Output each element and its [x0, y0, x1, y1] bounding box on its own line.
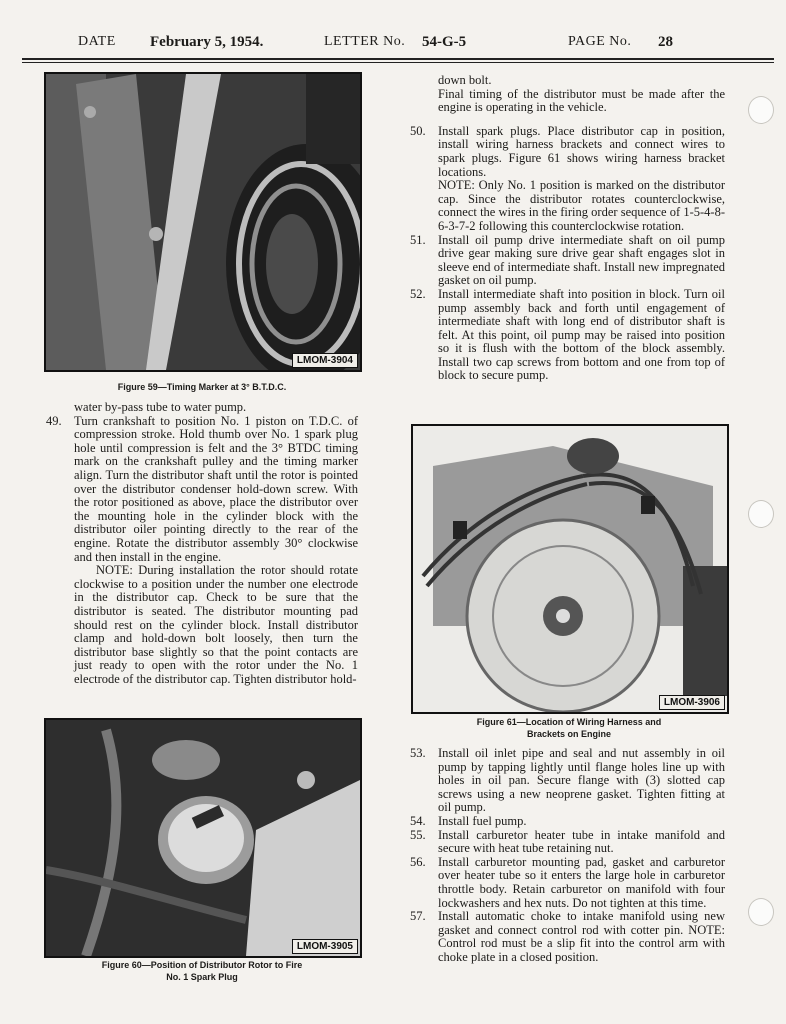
continued-text: down bolt.: [438, 73, 492, 87]
step-53-text: Install oil inlet pipe and seal and nut assembly in oil pump by tapping lightly until flange holes line up with holes in oil pan. Secure flange with (3) slotted cap screws using a new neoprene gasket. Tighten fitting at oil pump.: [438, 746, 725, 815]
timing-marker-illustration: [46, 74, 360, 370]
figure-60-caption-line2: No. 1 Spark Plug: [166, 972, 238, 982]
step-56: [410, 856, 725, 910]
page-label: PAGE No.: [568, 34, 632, 49]
step-55: [410, 829, 725, 856]
wiring-harness-illustration: [413, 426, 727, 712]
step-56-number: 56.: [410, 854, 426, 869]
step-56-text: Install carburetor mounting pad, gasket and carburetor over heater tube so it enters the large hole in carburetor throttle body. Retain carburetor on manifold with four lockwashers and hex nuts. Do not tighten at this time.: [438, 854, 725, 910]
figure-61-photo: [411, 424, 729, 714]
figure-61-caption-line2: Brackets on Engine: [526, 729, 612, 739]
page-value: 28: [658, 34, 673, 50]
letter-value: 54-G-5: [422, 34, 467, 50]
step-50: [410, 125, 725, 234]
figure-60-caption: [44, 959, 360, 983]
step-51-number: 51.: [410, 232, 426, 247]
binder-hole-bottom: [748, 898, 774, 926]
lead-in-text: water by-pass tube to water pump.: [74, 400, 247, 414]
step-53-number: 53.: [410, 746, 426, 760]
date-value: February 5, 1954.: [150, 34, 264, 50]
figure-59-caption: Figure 59—Timing Marker at 3° B.T.D.C.: [117, 382, 287, 392]
step-57-number: 57.: [410, 909, 426, 924]
step-57: [410, 910, 725, 964]
right-column-bottom-text: [410, 747, 725, 965]
step-55-text: Install carburetor heater tube in intake manifold and secure with heat tube retaining nut.: [438, 827, 725, 856]
step-51-text: Install oil pump drive intermediate shaft on oil pump drive gear making sure drive gear shaft engages slot in sleeve end of intermediate shaft. Install new impregnated gasket on oil pump.: [438, 232, 725, 288]
step-49-note: NOTE: During installation the rotor should rotate clockwise to a position under the number one electrode in the distributor cap. Check to be sure that the distributor is seated. The distributor mounting pad should rest on the cylinder block. Install distributor clamp and hold-down bolt loosely, then turn the distributor base slightly so that the point contacts are just ready to open with the rotor under the No. 1 electrode of the distributor cap. Tighten distributor hold-: [74, 563, 358, 686]
step-51: [410, 234, 725, 288]
figure-60-photo: [44, 718, 362, 958]
step-50-number: 50.: [410, 123, 426, 138]
figure-59-tag: LMOM-3904: [292, 353, 358, 368]
right-column-top-text: [410, 74, 725, 383]
step-52-text: Install intermediate shaft into position in block. Turn oil pump assembly back and forth until engagement of intermediate shaft with long end of distributor shaft is felt. At this point, oil pump may be raised into position so it is flush with the bottom of the block assembly. Install two cap screws from bottom and one from top of block to secure pump.: [438, 286, 725, 383]
letter-label: LETTER No.: [324, 34, 406, 49]
figure-60-tag: LMOM-3905: [292, 939, 358, 954]
binder-hole-top: [748, 96, 774, 124]
step-50-text: Install spark plugs. Place distributor cap in position, install wiring harness brackets and connect wires to spark plugs. Figure 61 shows wiring harness bracket locations.: [438, 123, 725, 179]
figure-60-caption-line1: Figure 60—Position of Distributor Rotor to Fire: [101, 960, 303, 970]
step-52-number: 52.: [410, 286, 426, 301]
step-49: [46, 415, 358, 687]
final-timing-text: Final timing of the distributor must be made after the engine is operating in the vehicle.: [438, 86, 725, 115]
left-column-text: [46, 401, 358, 686]
figure-59-photo: [44, 72, 362, 372]
figure-61-caption: [411, 716, 727, 740]
step-53: [410, 747, 725, 815]
step-54-number: 54.: [410, 813, 426, 828]
header-rule: [22, 58, 774, 60]
step-57-text: Install automatic choke to intake manifold using new gasket and connect control rod with cotter pin. NOTE: Control rod must be a slip fit into the control arm with choke plate in a closed position.: [438, 909, 725, 964]
step-49-number: 49.: [46, 413, 62, 428]
figure-61-tag: LMOM-3906: [659, 695, 725, 710]
binder-hole-middle: [748, 500, 774, 528]
header-rule-thin: [22, 62, 774, 63]
step-52: [410, 288, 725, 383]
step-49-text: Turn crankshaft to position No. 1 piston on T.D.C. of compression stroke. Hold thumb over No. 1 spark plug hole until compression is felt and the 3° BTDC timing mark on the crankshaft pulley and the timing marker align. Turn the distributor shaft until the rotor is pointed over the distributor condenser hold-down screw. With the rotor positioned as above, place the distributor over the mounting hole in the cylinder block with the distributor oiler pointing directly to the rear of the engine. Rotate the distributor assembly 30° clockwise and then install in the engine.: [74, 413, 358, 564]
step-50-note: NOTE: Only No. 1 position is marked on the distributor cap. Since the distributor rotates counterclockwise, connect the wires in the firing order sequence of 1-5-4-8-6-3-7-2 following this counterclockwise rotation.: [438, 178, 725, 233]
step-55-number: 55.: [410, 827, 426, 842]
distributor-rotor-illustration: [46, 720, 360, 956]
date-label: DATE: [78, 34, 116, 49]
figure-61-caption-line1: Figure 61—Location of Wiring Harness and: [476, 717, 662, 727]
step-54-text: Install fuel pump.: [438, 813, 527, 828]
step-54: [410, 815, 725, 829]
